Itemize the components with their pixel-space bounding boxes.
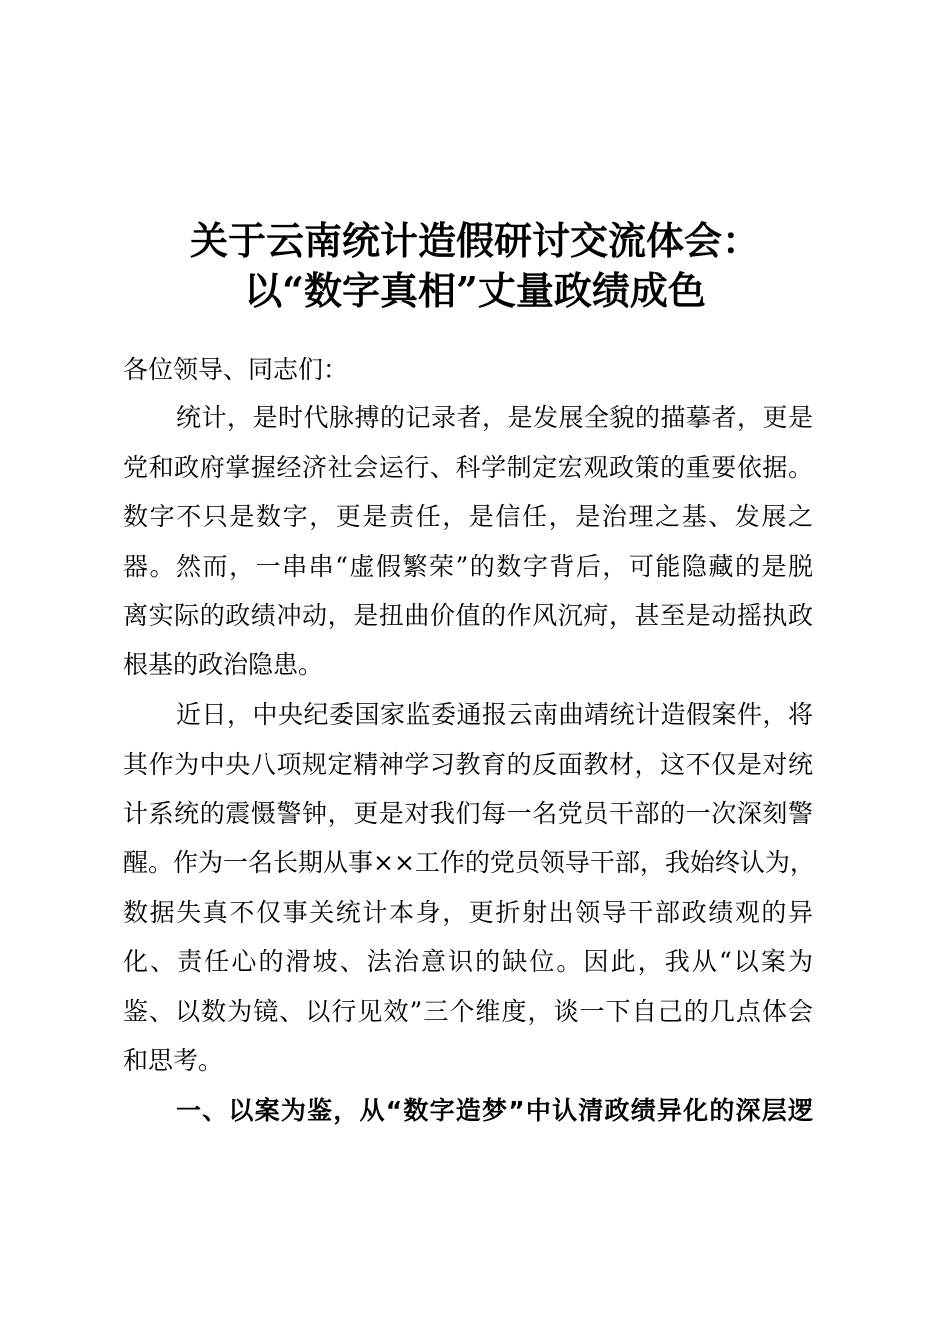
paragraph-2-line-1: 近日，中央纪委国家监委通报云南曲靖统计造假案件，将 bbox=[176, 700, 813, 729]
paragraph-2-line-5: 数据失真不仅事关统计本身，更折射出领导干部政绩观的异 bbox=[123, 898, 813, 927]
paragraph-1-line-1: 统计，是时代脉搏的记录者，是发展全貌的描摹者，更是 bbox=[176, 403, 813, 432]
paragraph-1-line-3: 数字不只是数字，更是责任，是信任，是治理之基、发展之 bbox=[123, 502, 813, 531]
document-title-line-1: 关于云南统计造假研讨交流体会： bbox=[189, 218, 760, 263]
paragraph-2-line-2: 其作为中央八项规定精神学习教育的反面教材，这不仅是对统 bbox=[123, 750, 813, 779]
paragraph-2-line-8: 和思考。 bbox=[123, 1046, 224, 1075]
section-heading-1: 一、以案为鉴，从“数字造梦”中认清政绩异化的深层逻 bbox=[176, 1096, 813, 1125]
paragraph-2-line-4: 醒。作为一名长期从事××工作的党员领导干部，我始终认为， bbox=[123, 848, 815, 877]
paragraph-1-line-4: 器。然而，一串串“虚假繁荣”的数字背后，可能隐藏的是脱 bbox=[123, 552, 813, 581]
paragraph-1-line-5: 离实际的政绩冲动，是扭曲价值的作风沉疴，甚至是动摇执政 bbox=[123, 601, 813, 630]
paragraph-2-line-7: 鉴、以数为镜、以行见效”三个维度，谈一下自己的几点体会 bbox=[123, 997, 813, 1026]
paragraph-1-line-6: 根基的政治隐患。 bbox=[123, 650, 324, 679]
paragraph-1-line-2: 党和政府掌握经济社会运行、科学制定宏观政策的重要依据。 bbox=[123, 453, 813, 482]
paragraph-2-line-6: 化、责任心的滑坡、法治意识的缺位。因此，我从“以案为 bbox=[123, 947, 813, 976]
document-title-line-2: 以“数字真相”丈量政绩成色 bbox=[244, 268, 706, 313]
paragraph-2-line-3: 计系统的震慑警钟，更是对我们每一名党员干部的一次深刻警 bbox=[123, 799, 813, 828]
salutation: 各位领导、同志们： bbox=[123, 355, 349, 384]
